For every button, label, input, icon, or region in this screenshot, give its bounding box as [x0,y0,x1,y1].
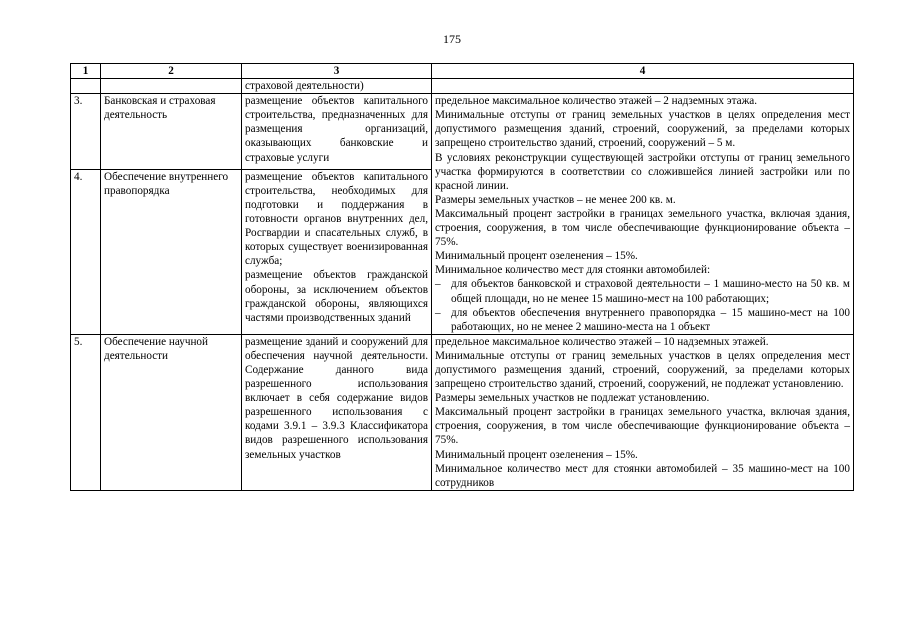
regulation-paragraph: Минимальное количество мест для стоянки автомобилей – 35 машино-мест на 100 сотрудников [435,462,850,489]
list-item-text: для объектов банковской и страховой деятельности – 1 машино-место на 50 кв. м общей площади, но не менее 15 машино-мест на 100 работающих; [451,278,850,305]
regulations-table [70,63,854,491]
regulation-paragraph: Размеры земельных участков – не менее 200 кв. м. [435,193,676,206]
continuation-reg-cell [432,79,854,94]
dash-bullet: – [435,306,441,319]
regulation-paragraph: предельное максимальное количество этажей – 10 надземных этажей. [435,335,769,348]
description-paragraph: размещение объектов капитального строительства, предназначенных для размещения организаций, оказывающих банковские и страховые услуги [245,95,428,164]
regulation-paragraph: Минимальный процент озеленения – 15%. [435,250,638,263]
row-number: 3. [71,94,101,170]
header-cell-3: 3 [242,64,432,79]
table-row [71,94,854,170]
regulations-cell [432,94,854,335]
row-number: 5. [71,334,101,490]
regulations-cell [432,334,854,490]
continuation-row [71,79,854,94]
continuation-name-cell [101,79,242,94]
dash-bullet: – [435,278,441,291]
header-row [71,64,854,79]
header-cell-4: 4 [432,64,854,79]
use-description [242,94,432,170]
regulation-paragraph: Минимальные отступы от границ земельных участков в целях определения мест допустимого размещения зданий, строений, сооружений, за пределами которых запрещено строительство зданий, строений, сооружений, не подлежат установлению. [435,349,850,391]
use-description [242,334,432,490]
header-cell-2: 2 [101,64,242,79]
regulation-paragraph: Размеры земельных участков не подлежат установлению. [435,392,710,405]
description-paragraph: размещение зданий и сооружений для обеспечения научной деятельности. Содержание данного вида разрешенного использования включает в себя содержание видов разрешенного использования с кодами 3.9.1 – 3.9.3 Классификатора видов разрешенного использования земельных участков [245,335,428,461]
regulation-paragraph: Минимальные отступы от границ земельных участков в целях определения мест допустимого размещения зданий, строений, сооружений, за пределами которых запрещено строительство зданий, строений, сооружений – 5 м. [435,109,850,150]
regulation-paragraph: Минимальный процент озеленения – 15%. [435,448,638,461]
list-item-text: для объектов обеспечения внутреннего правопорядка – 15 машино-мест на 100 работающих, но не менее 2 машино-места на 1 объект [451,306,850,333]
regulation-paragraph: Максимальный процент застройки в границах земельного участка, включая здания, строения, сооружения, в том числе обеспечивающие функционирование объекта – 75%. [435,406,850,447]
page-number: 175 [443,32,461,46]
regulation-list-item [435,306,850,334]
regulation-list-item [435,277,850,305]
continuation-text: страховой деятельности) [242,79,432,94]
regulation-paragraph: предельное максимальное количество этажей – 2 надземных этажа. [435,95,758,108]
use-type-name: Обеспечение научной деятельности [101,334,242,490]
header-cell-1: 1 [71,64,101,79]
description-paragraph: размещение объектов капитального строительства, необходимых для подготовки и поддержания в готовности органов внутренних дел, Росгвардии и спасательных служб, в которых существует военизированная служба; [245,170,428,268]
continuation-num-cell [71,79,101,94]
row-number: 4. [71,169,101,334]
use-type-name: Обеспечение внутреннего правопорядка [101,169,242,334]
use-description [242,169,432,334]
regulation-paragraph: Минимальное количество мест для стоянки автомобилей: [435,264,711,277]
use-type-name: Банковская и страховая деятельность [101,94,242,170]
table-row [71,334,854,490]
regulation-paragraph: В условиях реконструкции существующей застройки отступы от границ земельного участка формируются в соответствии со сложившейся линией застройки или по красной линии. [435,151,850,192]
regulation-paragraph: Максимальный процент застройки в границах земельного участка, включая здания, строения, сооружения, в том числе обеспечивающие функционирование объекта – 75%. [435,207,850,249]
description-paragraph: размещение объектов гражданской обороны, за исключением объектов гражданской обороны, являющихся частями производственных зданий [245,269,428,324]
